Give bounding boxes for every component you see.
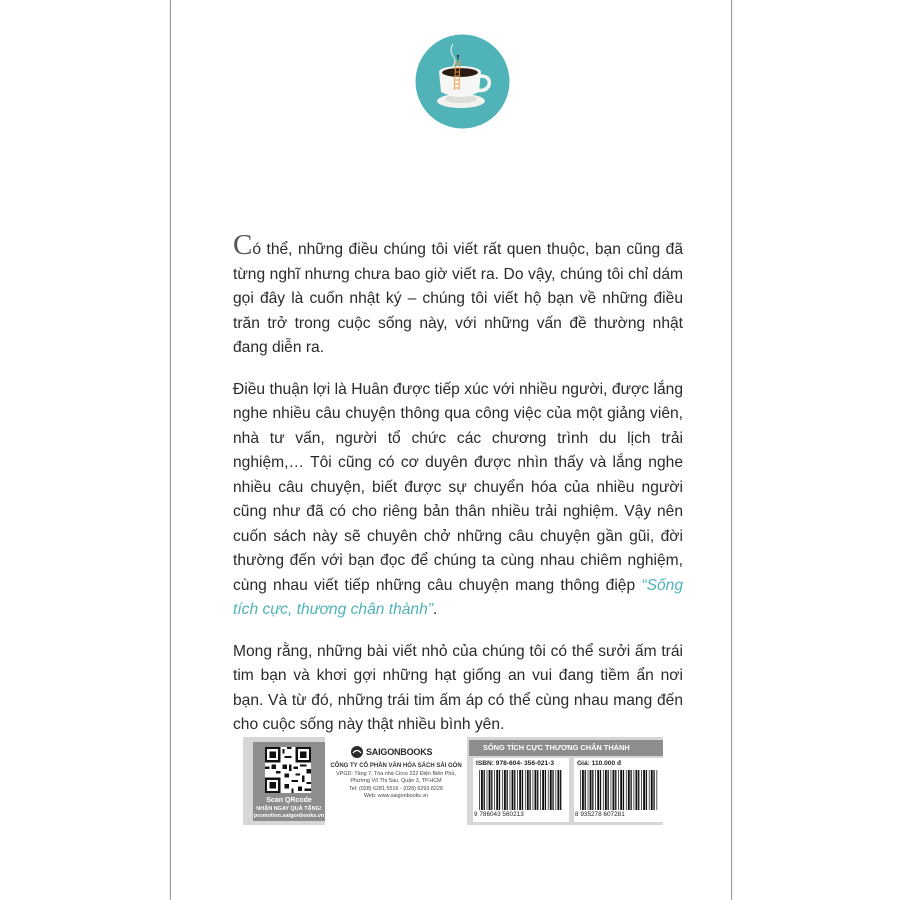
- website: Web: www.saigonbooks.vn: [363, 793, 429, 800]
- isbn-barcode-block: [473, 758, 569, 822]
- saigonbooks-logo: [350, 745, 445, 759]
- paragraph-2: [233, 378, 683, 623]
- publisher-address: [325, 771, 467, 801]
- paragraph-2-text: Điều thuận lợi là Huân được tiếp xúc với nhiều người, được lắng nghe nhiều câu chuyện thông qua công việc của một giảng viên, nhà tư vấn, người tổ chức các chương trình du lịch trải nghiệm,… Tôi cũng có cơ duyên được nhìn thấy và lắng nghe nhiều câu chuyện, biết được sự chuyển hóa của nhiều người cũng như đã có cho riêng bản thân nhiều trải nghiệm. Vậy nên cuốn sách này sẽ chuyên chở những câu chuyện gần gũi, đời thường đến với bạn đọc để chúng ta cùng nhau chiêm nghiệm, cùng nhau viết tiếp những câu chuyện mang thông điệp: [233, 380, 683, 594]
- price-barcode-icon: [580, 770, 660, 810]
- drop-cap: C: [233, 229, 253, 261]
- publisher-name: CÔNG TY CỔ PHẦN VĂN HÓA SÁCH SÀI GÒN: [330, 763, 462, 769]
- description-text: [233, 229, 683, 755]
- qr-url: promotion.saigonbooks.vn: [253, 813, 325, 819]
- qr-code-icon: [265, 747, 311, 793]
- paragraph-2-end: .: [432, 601, 438, 618]
- paragraph-1-text: ó thể, những điều chúng tôi viết rất quen thuộc, bạn cũng đã từng nghĩ nhưng chưa bao giờ viết ra. Do vậy, chúng tôi chỉ dám gọi đây là cuốn nhật ký – chúng tôi viết hộ bạn về những điều trăn trở trong cuộc sống này, với những vấn đề thường nhật đang diễn ra.: [233, 241, 683, 356]
- qr-section: [253, 742, 325, 821]
- qr-label: Scan QRcode: [266, 797, 312, 804]
- price-number: 8 935278 607281: [575, 811, 625, 818]
- coffee-cup-illustration: [415, 34, 510, 129]
- publisher-block: [325, 737, 467, 825]
- publisher-info-panel: [243, 737, 663, 825]
- address-line-2: Phường Võ Thị Sáu, Quận 3, TP.HCM: [350, 778, 442, 785]
- qr-promo: NHẬN NGAY QUÀ TẶNG!: [256, 806, 322, 812]
- paragraph-3: Mong rằng, những bài viết nhỏ của chúng tôi có thể sưởi ấm trái tim bạn và khơi gợi những hạt giống an vui đang tiềm ẩn nơi bạn. Và từ đó, những trái tim ấm áp có thể cùng nhau mang đến cho cuộc sống này thật nhiều bình yên.: [233, 642, 683, 733]
- logo-text: SAIGONBOOKS: [366, 747, 433, 757]
- price-label: Giá: 110.000 đ: [577, 760, 621, 767]
- book-back-cover: [170, 0, 732, 900]
- isbn-label: ISBN: 978-604- 356-021-3: [476, 760, 555, 767]
- paragraph-1: [233, 229, 683, 361]
- isbn-barcode-icon: [479, 770, 565, 810]
- address-line-1: VPGD: Tầng 7, Tòa nhà Circo 222 Điện Biên Phủ,: [336, 771, 456, 777]
- price-barcode-block: [574, 758, 663, 822]
- series-title: SỐNG TÍCH CỰC THƯƠNG CHÂN THÀNH: [469, 740, 663, 756]
- telephone: Tel: (028) 6281.5516 - (028) 6293.8228: [349, 785, 443, 792]
- highlight-quote: “Sống tích cực, thương chân thành”: [233, 576, 683, 618]
- isbn-number: 9 786043 560213: [474, 811, 524, 818]
